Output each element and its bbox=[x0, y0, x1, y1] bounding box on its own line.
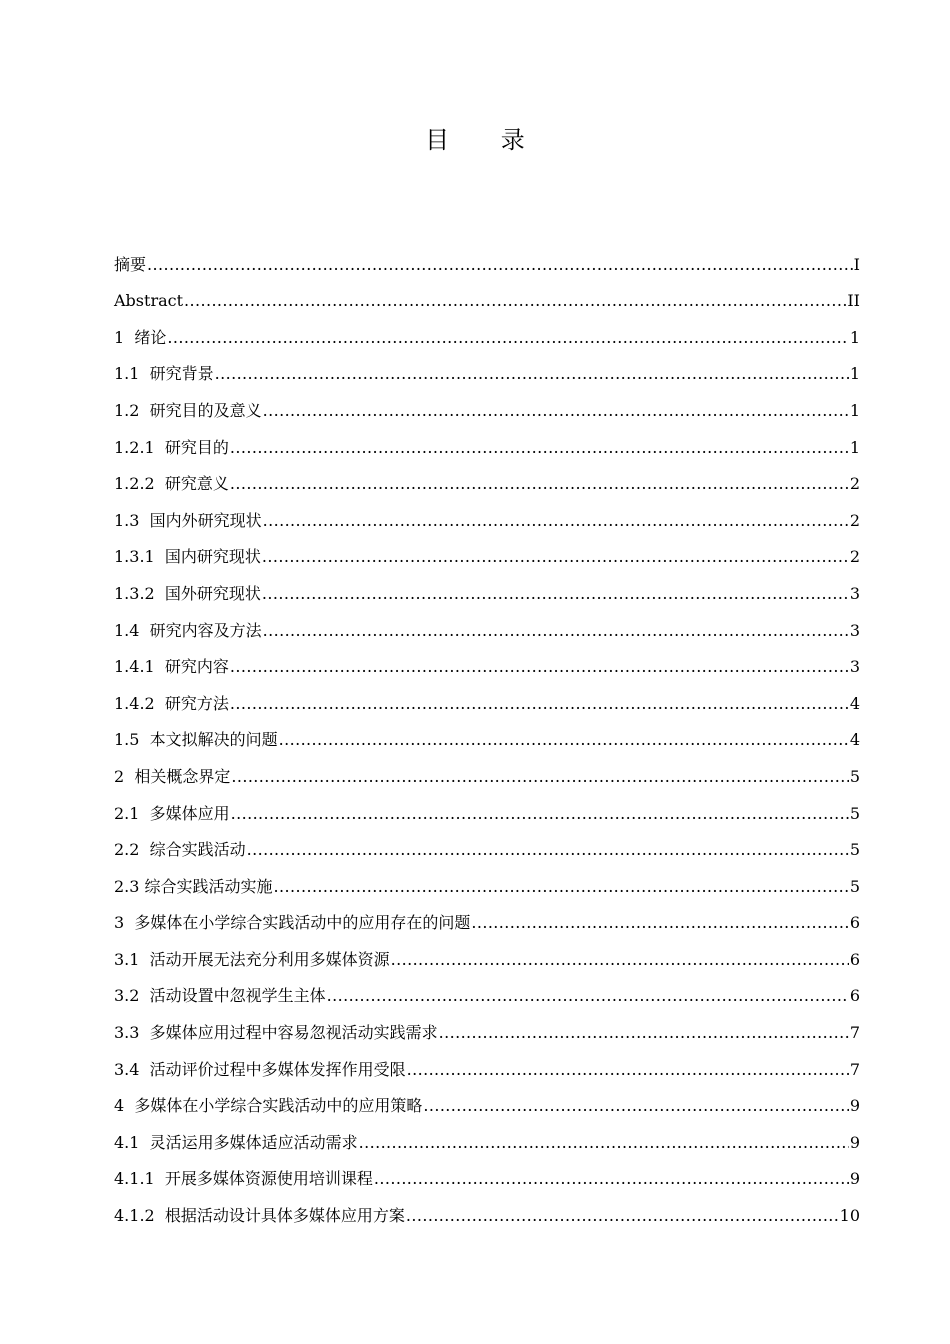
toc-dot-leader bbox=[471, 913, 848, 933]
toc-entry-label: 2.2 综合实践活动 bbox=[114, 840, 246, 860]
toc-dot-leader bbox=[374, 1169, 849, 1189]
toc-dot-leader bbox=[230, 694, 849, 714]
toc-entry-label: 摘要 bbox=[114, 254, 147, 274]
toc-entry-label: 2 相关概念界定 bbox=[114, 766, 231, 786]
toc-dot-leader bbox=[391, 950, 849, 970]
toc-dot-leader bbox=[147, 255, 853, 275]
toc-entry-page: 5 bbox=[849, 803, 860, 823]
toc-entry[interactable] bbox=[114, 311, 860, 348]
toc-entry-page: 1 bbox=[849, 364, 860, 384]
toc-entry-label: 4 多媒体在小学综合实践活动中的应用策略 bbox=[114, 1096, 423, 1116]
toc-entry-page: 5 bbox=[849, 766, 860, 786]
toc-entry-label: 1.4.2 研究方法 bbox=[114, 693, 229, 713]
toc-entry-page: 2 bbox=[849, 547, 860, 567]
toc-entry[interactable] bbox=[114, 348, 860, 385]
toc-entry-page: 2 bbox=[849, 474, 860, 494]
toc-entry-page: 9 bbox=[849, 1096, 860, 1116]
toc-entry-page: 10 bbox=[839, 1206, 860, 1226]
toc-entry-page: 3 bbox=[849, 620, 860, 640]
toc-dot-leader bbox=[262, 547, 849, 567]
toc-entry[interactable] bbox=[114, 275, 860, 312]
toc-entry[interactable] bbox=[114, 458, 860, 495]
toc-entry-page: II bbox=[847, 291, 860, 311]
toc-entry[interactable] bbox=[114, 933, 860, 970]
toc-entry[interactable] bbox=[114, 824, 860, 861]
toc-dot-leader bbox=[439, 1023, 849, 1043]
toc-entry-page: 1 bbox=[849, 327, 860, 347]
toc-entry-label: 4.1.1 开展多媒体资源使用培训课程 bbox=[114, 1169, 373, 1189]
toc-entry-page: 5 bbox=[849, 840, 860, 860]
toc-dot-leader bbox=[406, 1206, 839, 1226]
toc-entry-page: I bbox=[853, 254, 860, 274]
toc-dot-leader bbox=[263, 511, 849, 531]
toc-entry-page: 6 bbox=[849, 986, 860, 1006]
toc-entry-page: 6 bbox=[849, 949, 860, 969]
toc-entry-label: 1.2.1 研究目的 bbox=[114, 437, 229, 457]
toc-entry-label: 3.3 多媒体应用过程中容易忽视活动实践需求 bbox=[114, 1023, 438, 1043]
toc-dot-leader bbox=[231, 767, 848, 787]
toc-entry-label: 3.4 活动评价过程中多媒体发挥作用受限 bbox=[114, 1059, 406, 1079]
toc-entry-label: 3 多媒体在小学综合实践活动中的应用存在的问题 bbox=[114, 913, 471, 933]
toc-dot-leader bbox=[423, 1096, 848, 1116]
toc-entry[interactable] bbox=[114, 531, 860, 568]
toc-entry-page: 9 bbox=[849, 1132, 860, 1152]
toc-entry[interactable] bbox=[114, 970, 860, 1007]
toc-dot-leader bbox=[230, 438, 849, 458]
toc-entry[interactable] bbox=[114, 677, 860, 714]
toc-dot-leader bbox=[359, 1133, 849, 1153]
toc-entry[interactable] bbox=[114, 897, 860, 934]
toc-dot-leader bbox=[279, 730, 849, 750]
toc-entry[interactable] bbox=[114, 421, 860, 458]
toc-entry[interactable] bbox=[114, 604, 860, 641]
toc-entry-label: 1.3.2 国外研究现状 bbox=[114, 583, 261, 603]
toc-dot-leader bbox=[215, 364, 849, 384]
toc-entry-label: 1.3.1 国内研究现状 bbox=[114, 547, 261, 567]
toc-entry-label: Abstract bbox=[114, 291, 184, 311]
toc-entry[interactable] bbox=[114, 787, 860, 824]
toc-dot-leader bbox=[262, 584, 849, 604]
toc-entry[interactable] bbox=[114, 1153, 860, 1190]
toc-entry[interactable] bbox=[114, 494, 860, 531]
toc-entry-page: 9 bbox=[849, 1169, 860, 1189]
toc-entry-label: 1 绪论 bbox=[114, 327, 167, 347]
toc-entry-label: 1.4 研究内容及方法 bbox=[114, 620, 262, 640]
toc-entry-label: 1.3 国内外研究现状 bbox=[114, 510, 262, 530]
toc-entry-label: 1.2 研究目的及意义 bbox=[114, 400, 262, 420]
toc-entry-page: 4 bbox=[849, 730, 860, 750]
toc-entry-page: 3 bbox=[849, 657, 860, 677]
toc-entry-page: 7 bbox=[849, 1023, 860, 1043]
toc-dot-leader bbox=[184, 291, 846, 311]
toc-dot-leader bbox=[231, 804, 849, 824]
toc-entry-page: 2 bbox=[849, 510, 860, 530]
toc-entry[interactable] bbox=[114, 714, 860, 751]
toc-entry[interactable] bbox=[114, 641, 860, 678]
toc-entry[interactable] bbox=[114, 1189, 860, 1226]
toc-title: 目 录 bbox=[425, 126, 547, 154]
toc-list bbox=[114, 238, 860, 1226]
toc-entry[interactable] bbox=[114, 1080, 860, 1117]
toc-entry-page: 6 bbox=[849, 913, 860, 933]
toc-entry-label: 2.1 多媒体应用 bbox=[114, 803, 230, 823]
toc-entry-page: 1 bbox=[849, 400, 860, 420]
toc-entry-page: 7 bbox=[849, 1059, 860, 1079]
toc-entry[interactable] bbox=[114, 567, 860, 604]
toc-entry-label: 2.3 综合实践活动实施 bbox=[114, 876, 273, 896]
toc-dot-leader bbox=[263, 621, 849, 641]
toc-dot-leader bbox=[327, 986, 849, 1006]
toc-dot-leader bbox=[407, 1060, 849, 1080]
toc-entry[interactable] bbox=[114, 1006, 860, 1043]
toc-entry-label: 3.2 活动设置中忽视学生主体 bbox=[114, 986, 326, 1006]
toc-entry-page: 5 bbox=[849, 876, 860, 896]
toc-entry[interactable] bbox=[114, 750, 860, 787]
toc-entry[interactable] bbox=[114, 1043, 860, 1080]
toc-entry-label: 1.4.1 研究内容 bbox=[114, 657, 229, 677]
toc-entry[interactable] bbox=[114, 1116, 860, 1153]
toc-dot-leader bbox=[247, 840, 849, 860]
toc-entry[interactable] bbox=[114, 238, 860, 275]
toc-dot-leader bbox=[230, 657, 849, 677]
toc-entry-label: 3.1 活动开展无法充分利用多媒体资源 bbox=[114, 949, 390, 969]
toc-entry-label: 4.1 灵活运用多媒体适应活动需求 bbox=[114, 1132, 358, 1152]
toc-entry-label: 1.2.2 研究意义 bbox=[114, 474, 229, 494]
toc-entry-label: 1.1 研究背景 bbox=[114, 364, 214, 384]
toc-entry-page: 1 bbox=[849, 437, 860, 457]
toc-dot-leader bbox=[263, 401, 849, 421]
toc-entry-page: 3 bbox=[849, 583, 860, 603]
toc-dot-leader bbox=[230, 474, 849, 494]
toc-entry-page: 4 bbox=[849, 693, 860, 713]
toc-entry[interactable] bbox=[114, 384, 860, 421]
toc-entry-label: 4.1.2 根据活动设计具体多媒体应用方案 bbox=[114, 1206, 405, 1226]
toc-entry-label: 1.5 本文拟解决的问题 bbox=[114, 730, 278, 750]
toc-entry[interactable] bbox=[114, 860, 860, 897]
toc-dot-leader bbox=[274, 877, 849, 897]
toc-dot-leader bbox=[167, 328, 848, 348]
